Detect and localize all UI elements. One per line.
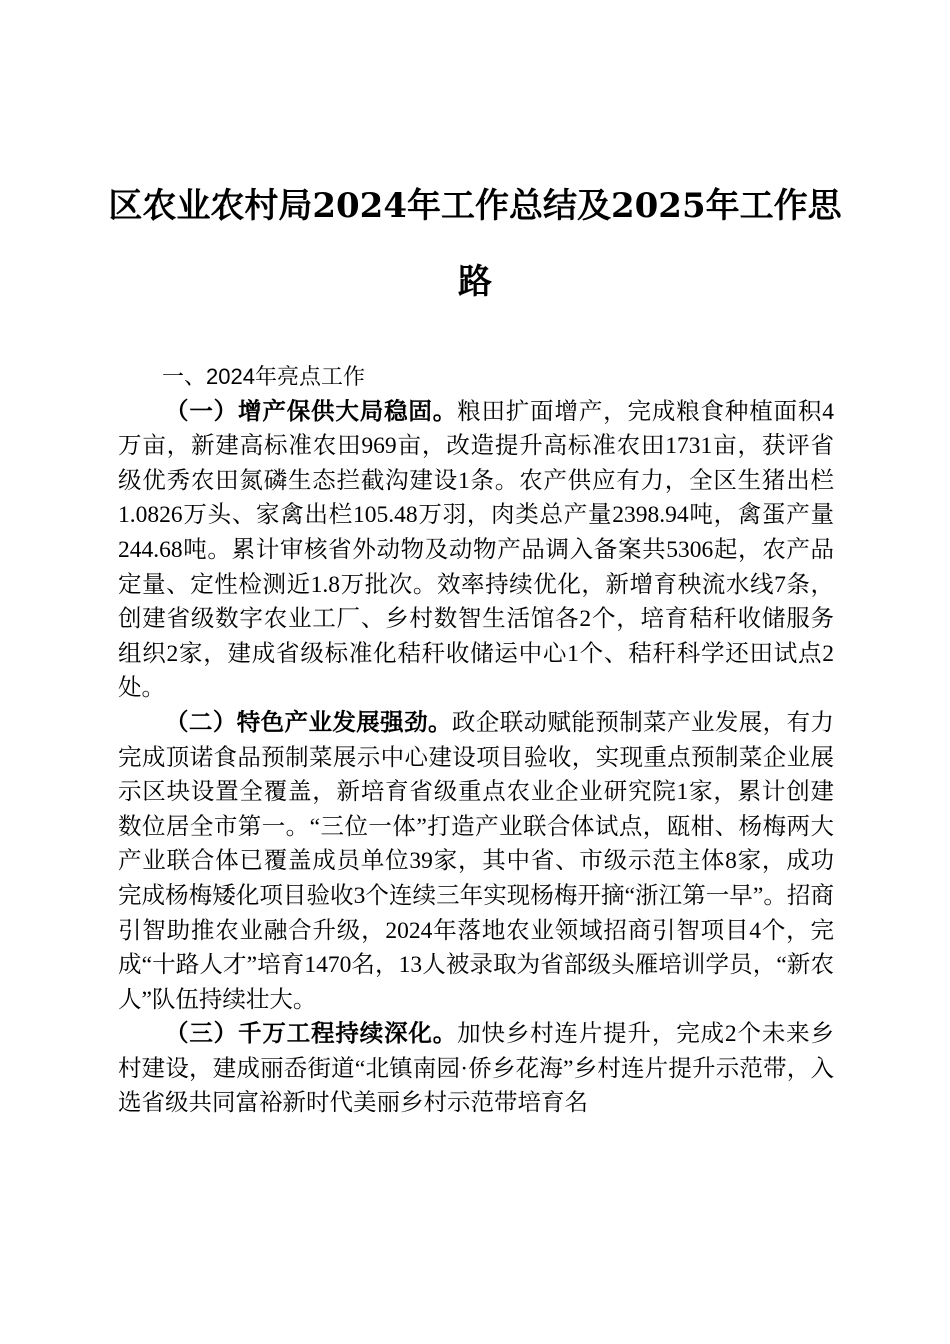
paragraph-2 bbox=[118, 706, 834, 1017]
section-heading: 一、2024年亮点工作 bbox=[162, 364, 365, 389]
paragraph-2-lead: （二）特色产业发展强劲。 bbox=[165, 709, 452, 736]
paragraph-1-text: 粮田扩面增产，完成粮食种植面积4万亩，新建高标准农田969亩，改造提升高标准农田1731亩，获评省级优秀农田氮磷生态拦截沟建设1条。农产供应有力，全区生猪出栏1.0826万头、家禽出栏105.48万羽，肉类总产量2398.94吨，禽蛋产量244.68吨。累计审核省外动物及动物产品调入备案共5306起，农产品定量、定性检测近1.8万批次。效率持续优化，新增育秧流水线7条，创建省级数字农业工厂、乡村数智生活馆各2个，培育秸秆收储服务组织2家，建成省级标准化秸秆收储运中心1个、秸秆科学还田试点2处。 bbox=[118, 398, 835, 702]
paragraph-3 bbox=[118, 1017, 834, 1121]
document-title: 区农业农村局2024年工作总结及2025年工作思路 bbox=[108, 186, 842, 302]
paragraph-1-lead: （一）增产保供大局稳固。 bbox=[165, 398, 458, 425]
paragraph-1 bbox=[118, 395, 834, 706]
paragraph-2-text: 政企联动赋能预制菜产业发展，有力完成顶诺食品预制菜展示中心建设项目验收，实现重点预制菜企业展示区块设置全覆盖，新培育省级重点农业企业研究院1家，累计创建数位居全市第一。“三位一体”打造产业联合体试点，瓯柑、杨梅两大产业联合体已覆盖成员单位39家，其中省、市级示范主体8家，成功完成杨梅矮化项目验收3个连续三年实现杨梅开摘“浙江第一早”。招商引智助推农业融合升级，2024年落地农业领域招商引智项目4个，完成“十路人才”培育1470名，13人被录取为省部级头雁培训学员，“新农人”队伍持续壮大。 bbox=[118, 709, 835, 1013]
paragraph-3-lead: （三）千万工程持续深化。 bbox=[165, 1021, 458, 1048]
paragraph-3-text: 加快乡村连片提升，完成2个未来乡村建设，建成丽岙街道“北镇南园·侨乡花海”乡村连片提升示范带，入选省级共同富裕新时代美丽乡村示范带培育名 bbox=[118, 1021, 835, 1117]
document-body bbox=[118, 360, 834, 1121]
